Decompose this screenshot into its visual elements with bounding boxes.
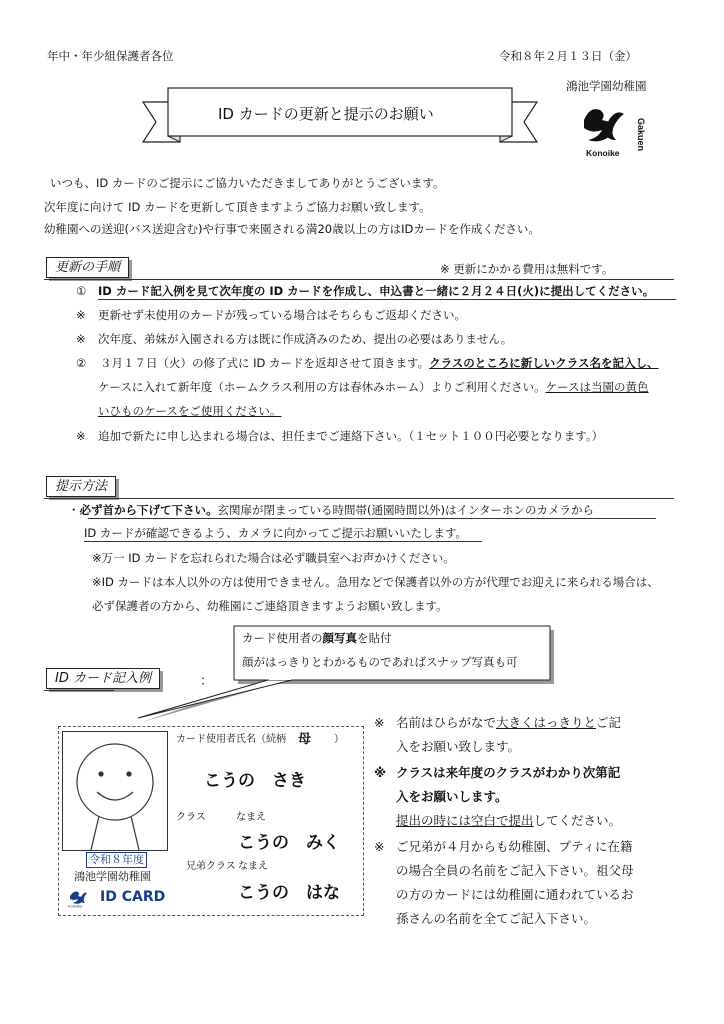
school-name: 鴻池学園幼稚園 (566, 79, 647, 93)
example-note-2-line-3 (396, 812, 621, 830)
example-note-3-line-1: ご兄弟が４月からも幼稚園、プティに在籍 (396, 839, 633, 854)
section-heading-example: ID カード記入例 (46, 668, 160, 689)
page-title: ID カードの更新と提示のお願い (218, 105, 434, 123)
callout-photo: 顔写真 (322, 631, 357, 645)
card-class-label: クラス (176, 812, 206, 823)
card-name-label: なまえ (236, 812, 266, 823)
step-2-text-c: ケースに入れて新年度（ホームクラス利用の方は春休みホーム）よりご利用ください。 (98, 380, 546, 394)
recipient-line: 年中・年少組保護者各位 (47, 49, 174, 63)
section-heading-renewal: 更新の手順 (46, 257, 129, 278)
section-rule-example (44, 690, 114, 691)
svg-text:Gakuen: Gakuen (636, 118, 646, 152)
example-note-3-line-4: 孫さんの名前を全てご記入下さい。 (396, 911, 597, 926)
note-3-text: 追加で新たに申し込まれる場合は、担任までご連絡下さい。（１セット１００円必要となります。） (98, 429, 604, 443)
example-note-1-line-1 (396, 714, 621, 732)
note-1-mark: ※ (76, 308, 86, 322)
intro-line-3: 幼稚園への送迎(バス送迎含む)や行事で来園される満20歳以上の方はIDカードを作成ください。 (44, 222, 540, 236)
note-3-mark: ※ (76, 429, 86, 443)
example-note-2-text-d: してください。 (533, 813, 622, 828)
callout-line-2: 顔がはっきりとわかるものであればスナップ写真も可 (242, 655, 518, 669)
step-1-mark: ① (76, 284, 87, 298)
present-line-5: 必ず保護者の方から、幼稚園にご連絡頂きますようお願い致します。 (92, 599, 448, 613)
callout-text-c: を貼付 (357, 631, 392, 645)
present-emphasis: 必ず首から下げて下さい。 (79, 503, 218, 517)
present-bullet: ・ (68, 503, 80, 517)
present-line-3: ※万一 ID カードを忘れられた場合は必ず職員室へお声かけください。 (92, 551, 455, 565)
step-2-text-d: ケースは当園の黄色 (545, 380, 649, 394)
card-sibling-name-label: なまえ (238, 861, 268, 872)
example-note-1-text-c: ご記 (596, 715, 622, 730)
example-note-2-line-2: 入をお願いします。 (396, 789, 508, 804)
step-2-line-1 (100, 355, 658, 371)
step-2-line-3: いひものケースをご使用ください。 (98, 404, 282, 418)
note-2-text: 次年度、弟妹が入園される方は既に作成済みのため、提出の必要はありません。 (98, 332, 513, 346)
present-line-4: ※ID カードは本人以外の方は使用できません。急用などで保護者以外の方が代理でお迎えに来られる場合は、 (92, 575, 659, 589)
card-id-label: ID CARD (100, 889, 166, 905)
intro-line-2: 次年度に向けて ID カードを更新して頂きますようご協力お願い致します。 (44, 200, 431, 214)
section-heading-present: 提示方法 (46, 476, 116, 497)
example-note-1-text-a: 名前はひらがなで (396, 715, 497, 730)
step-2-mark: ② (76, 356, 87, 370)
example-note-1-emphasis: 大きくはっきりと (496, 715, 597, 730)
present-underline-2 (84, 541, 482, 542)
callout-text-a: カード使用者の (242, 631, 323, 645)
note-1-text: 更新せず未使用のカードが残っている場合はそちらもご返却ください。 (98, 308, 466, 322)
note-2-mark: ※ (76, 332, 86, 346)
example-note-1-mark: ※ (374, 715, 385, 730)
example-note-2-emphasis: 提出の時には空白で提出 (396, 813, 534, 828)
card-sibling-class-label: 兄弟クラス (186, 861, 236, 872)
card-user-name: こうの さき (204, 771, 306, 791)
present-line-1 (68, 502, 594, 518)
section-rule-present (44, 498, 674, 499)
card-user-label: カード使用者氏名（続柄 (176, 734, 286, 745)
photo-placeholder (62, 731, 168, 851)
svg-text:Konoike: Konoike (586, 148, 620, 158)
example-note-3-mark: ※ (374, 839, 385, 854)
present-text-b: 玄関扉が閉まっている時間帯(通園時間以外)はインターホンのカメラから (217, 503, 595, 517)
document-date: 令和８年２月１３日（金） (499, 49, 637, 63)
example-note-3-line-3: の方のカードには幼稚園に通われているお (396, 887, 634, 902)
section-rule-renewal (44, 279, 674, 280)
callout-line-1 (242, 630, 392, 646)
step-1-underline (98, 299, 676, 300)
example-colon: ： (200, 674, 214, 689)
step-1-text: ID カード記入例を見て次年度の ID カードを作成し、申込書と一緒に２月２４日(火)に提出してください。 (98, 284, 655, 298)
example-note-1-line-2: 入をお願い致します。 (396, 739, 521, 754)
card-year: 令和８年度 (86, 852, 147, 868)
example-note-3-line-2: の場合全員の名前をご記入下さい。祖父母 (396, 863, 634, 878)
intro-line-1: いつも、ID カードのご提示にご協力いただきましてありがとうございます。 (50, 176, 445, 190)
card-school: 鴻池学園幼稚園 (74, 870, 151, 883)
present-line-2: ID カードが確認できるよう、カメラに向かってご提示お願いいたします。 (84, 526, 467, 540)
card-relation: 母 (298, 732, 312, 747)
step-2-line-2 (98, 379, 649, 395)
school-logo (566, 98, 666, 160)
card-close-paren: ） (334, 734, 344, 745)
example-note-2-line-1: クラスは来年度のクラスがわかり次第記 (396, 765, 621, 780)
step-2-text-a: ３月１７日（火）の修了式に ID カードを返却させて頂きます。 (100, 356, 430, 370)
example-note-2-mark: ※ (374, 765, 387, 780)
svg-text:Konoike: Konoike (68, 903, 83, 908)
step-2-text-b: クラスのところに新しいクラス名を記入し、 (429, 356, 659, 370)
present-underline-1 (88, 518, 656, 519)
card-sibling-name: こうの はな (238, 883, 340, 903)
card-child-name: こうの みく (238, 833, 340, 853)
card-logo (66, 888, 94, 908)
fee-note: ※ 更新にかかる費用は無料です。 (440, 262, 614, 276)
